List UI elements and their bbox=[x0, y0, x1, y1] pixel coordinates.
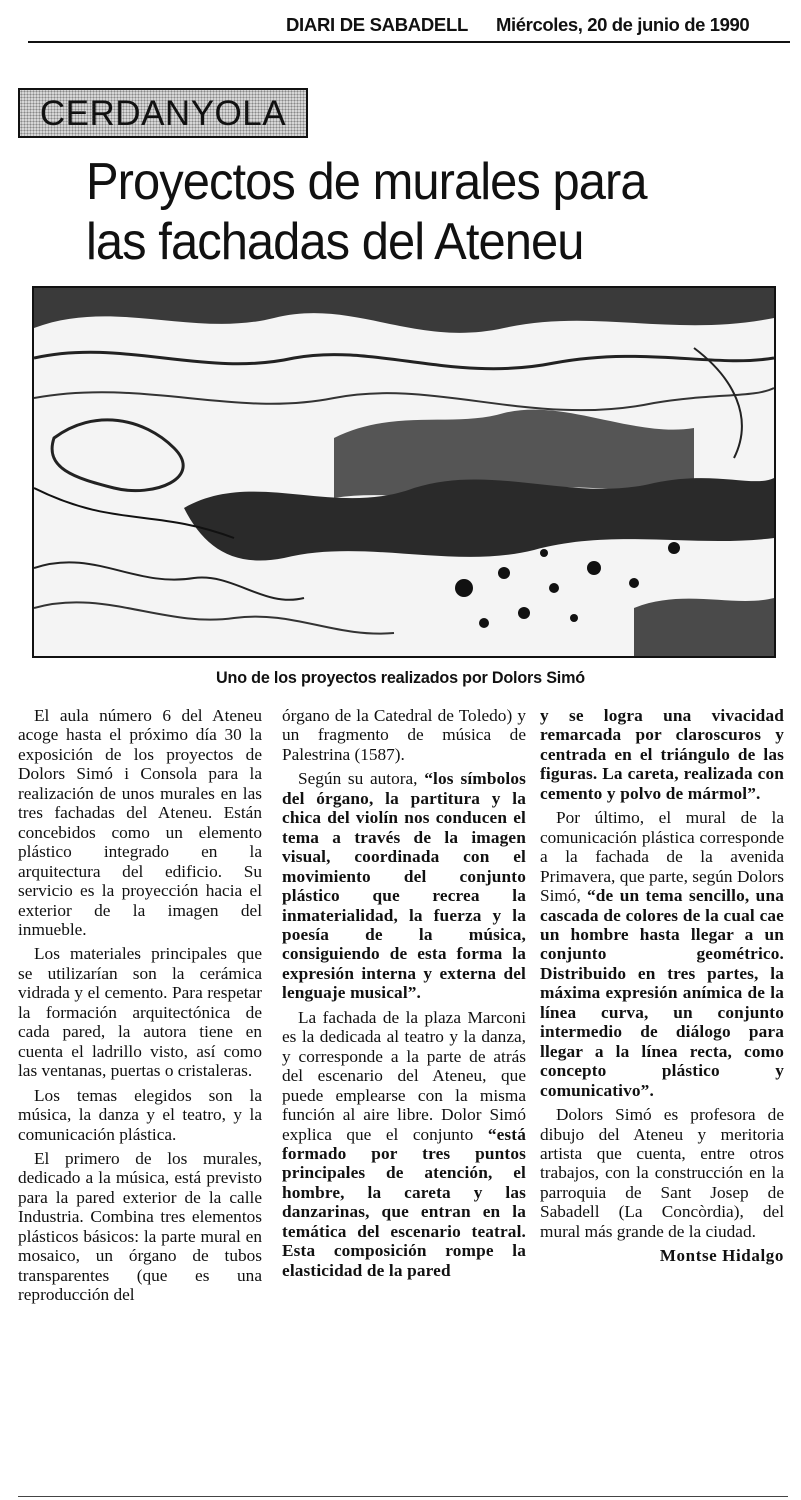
paragraph: El aula número 6 del Ateneu acoge hasta el próximo día 30 la exposición de los proyectos de Dolors Simó i Consola para la realización de unos murales en las tres fachadas del Ateneu. Están concebidos como un elemento plástico integrado en la arquitectura del edificio. Su servicio es la proyección hacia el exterior de la imagen del inmueble. bbox=[18, 706, 262, 939]
newspaper-name: DIARI DE SABADELL bbox=[286, 14, 468, 35]
paragraph: Dolors Simó es profesora de dibujo del Ateneu y meritoria artista que cuenta, entre otros trabajos, con la construcción en la parroquia de Sant Josep de Sabadell (La Concòrdia), del mural más grande de la ciudad. bbox=[540, 1105, 784, 1241]
quote: “de un tema sencillo, una cascada de colores de la cual cae un hombre hasta llegar a un conjunto geométrico. Distribuido en tres partes, la máxima expresión anímica de la línea curva, un conjunto intermedio de diálogo para llegar a la línea recta, como concepto plástico y comunicativo”. bbox=[540, 886, 784, 1100]
headline-line-2: las fachadas del Ateneu bbox=[86, 213, 584, 271]
publication-date: Miércoles, 20 de junio de 1990 bbox=[496, 14, 750, 35]
byline: Montse Hidalgo bbox=[659, 1246, 784, 1266]
quote: “los símbolos del órgano, la partitura y la chica del violín nos conducen el tema a través de la imagen visual, coordinada con el movimiento del conjunto plástico que recrea la inmaterialidad, la fuerza y la poesía de la música, consiguiendo de esta forma la expresión interna y externa del lenguaje musical”. bbox=[282, 769, 527, 1003]
quote: “está formado por tres puntos principales de atención, el hombre, la careta y las danzarinas, que entran en la temática del escenario teatral. Esta composición rompe la elasticidad de la pared bbox=[282, 1124, 526, 1280]
paragraph: órgano de la Catedral de Toledo) y un fragmento de música de Palestrina (1587). bbox=[282, 706, 526, 764]
paragraph-lead: La fachada de la plaza Marconi es la dedicada al teatro y la danza, y corresponde a la parte de atrás del escenario del Ateneu, que puede emplearse con la misma función al aire libre. Dolor Simó explica que el conjunto bbox=[282, 1007, 526, 1144]
paragraph: y se logra una vivacidad remarcada por claroscuros y centrada en el triángulo de las figuras. La careta, realizada con cemento y polvo de mármol”. bbox=[540, 706, 784, 803]
paragraph-lead: Según su autora, bbox=[298, 769, 425, 789]
article-column-3 bbox=[540, 706, 784, 1266]
mural-photo bbox=[32, 286, 776, 658]
bottom-rule bbox=[18, 1496, 788, 1497]
paragraph: El primero de los murales, dedicado a la música, está previsto para la pared exterior de la calle Industria. Combina tres elementos plásticos básicos: la parte mural en mosaico, un órgano de tubos transparentes (que es una reproducción del bbox=[18, 1148, 262, 1305]
headline bbox=[86, 152, 647, 272]
masthead bbox=[0, 12, 801, 46]
mural-illustration bbox=[34, 288, 774, 656]
section-label: CERDANYOLA bbox=[39, 94, 287, 133]
paragraph bbox=[540, 808, 784, 1100]
section-label-box bbox=[18, 88, 308, 138]
article-column-1 bbox=[18, 706, 262, 1310]
photo-caption: Uno de los proyectos realizados por Dolors Simó bbox=[216, 668, 585, 687]
paragraph-lead: Por último, el mural de la comunicación plástica corresponde a la fachada de la avenida Primavera, que parte, según Dolors Simó, bbox=[540, 808, 784, 906]
masthead-rule bbox=[28, 41, 790, 43]
headline-line-1: Proyectos de murales para bbox=[86, 153, 647, 211]
paragraph: Los temas elegidos son la música, la danza y el teatro, y la comunicación plástica. bbox=[18, 1085, 262, 1144]
paragraph bbox=[282, 769, 526, 1002]
paragraph: Los materiales principales que se utilizarían son la cerámica vidrada y el cemento. Para respetar la formación arquitectónica de cada pared, la autora tiene en cuenta el ladrillo visto, así como las ventanas, puertas o cristaleras. bbox=[18, 944, 262, 1081]
paragraph bbox=[282, 1008, 526, 1280]
article-column-2 bbox=[282, 706, 526, 1285]
